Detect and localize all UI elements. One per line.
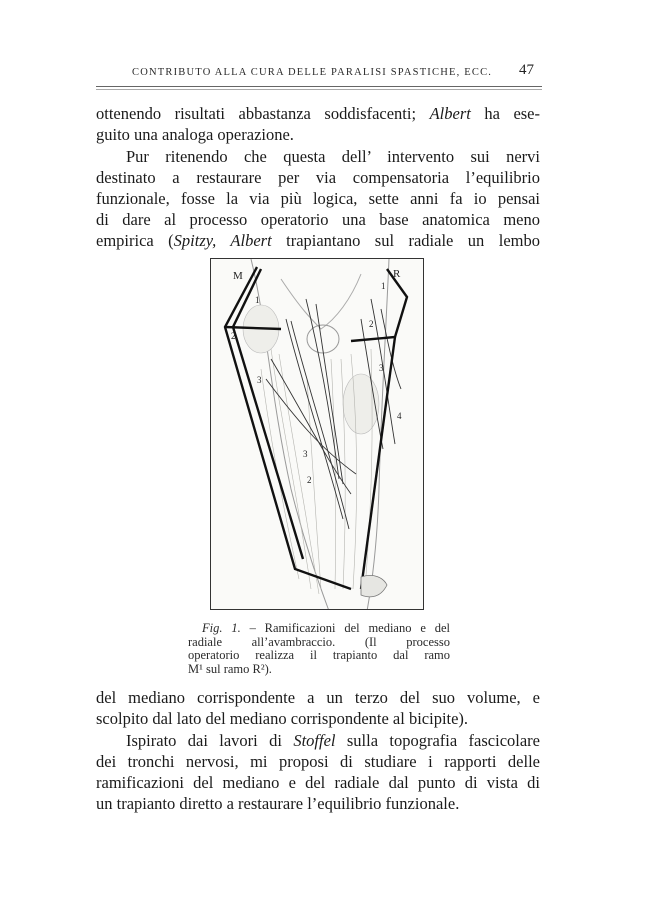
figure-caption-prefix: Fig. 1.: [202, 621, 241, 635]
forearm-illustration: [211, 259, 424, 610]
figure-number: 3: [379, 363, 384, 373]
figure-number: 1: [255, 295, 260, 305]
running-title: CONTRIBUTO ALLA CURA DELLE PARALISI SPASTICHE, ECC.: [132, 67, 493, 78]
figure-label-m: M: [233, 270, 243, 282]
body-line: del mediano corrispondente a un terzo del suo volume, e: [96, 688, 540, 707]
body-line: di dare al processo operatorio una base anatomica meno: [96, 210, 540, 229]
body-line: funzionale, fosse la via più logica, sette anni fa io pensai: [96, 189, 540, 208]
figure-number: 3: [257, 375, 262, 385]
figure-caption-line: operatorio realizza il trapianto dal ramo: [188, 648, 450, 662]
figure-number: 2: [231, 331, 236, 341]
body-line: scolpito dal lato del mediano corrispondente al bicipite).: [96, 709, 469, 728]
figure-caption-line: M¹ sul ramo R²).: [188, 661, 272, 676]
figure-number: 2: [369, 319, 374, 329]
figure-number: 3: [303, 449, 308, 459]
figure-number: 4: [397, 411, 402, 421]
body-line: ramificazioni del mediano e del radiale dal punto di vista di: [96, 773, 540, 792]
body-line: Pur ritenendo che questa dell’ intervento sui nervi: [126, 147, 540, 166]
body-line: empirica (Spitzy, Albert trapiantano sul radiale un lembo: [96, 231, 540, 250]
body-line: destinato a restaurare per via compensatoria l’equilibrio: [96, 168, 540, 187]
figure-caption: Fig. 1. – Ramificazioni del mediano e del radiale all’avambraccio. (Il processo operatorio realizza il trapianto dal ramo M¹ sul ramo R²).: [188, 621, 450, 676]
figure-caption-line: radiale all’avambraccio. (Il processo: [188, 634, 450, 649]
running-header: [96, 62, 542, 84]
header-rule: [96, 86, 542, 87]
figure-number: 2: [307, 475, 312, 485]
anatomical-figure: [210, 258, 424, 610]
body-line: Ispirato dai lavori di Stoffel sulla topografia fascicolare: [126, 731, 540, 750]
figure-label-r: R: [393, 268, 401, 280]
body-line: ottenendo risultati abbastanza soddisfacenti; Albert ha ese-: [96, 104, 541, 123]
body-line: dei tronchi nervosi, mi proposi di studiare i rapporti delle: [96, 752, 540, 771]
header-rule-secondary: [96, 89, 542, 90]
page-number: 47: [519, 62, 534, 78]
body-line: un trapianto diretto a restaurare l’equilibrio funzionale.: [96, 794, 460, 813]
body-line: guito una analoga operazione.: [96, 125, 294, 144]
figure-number: 1: [381, 281, 386, 291]
